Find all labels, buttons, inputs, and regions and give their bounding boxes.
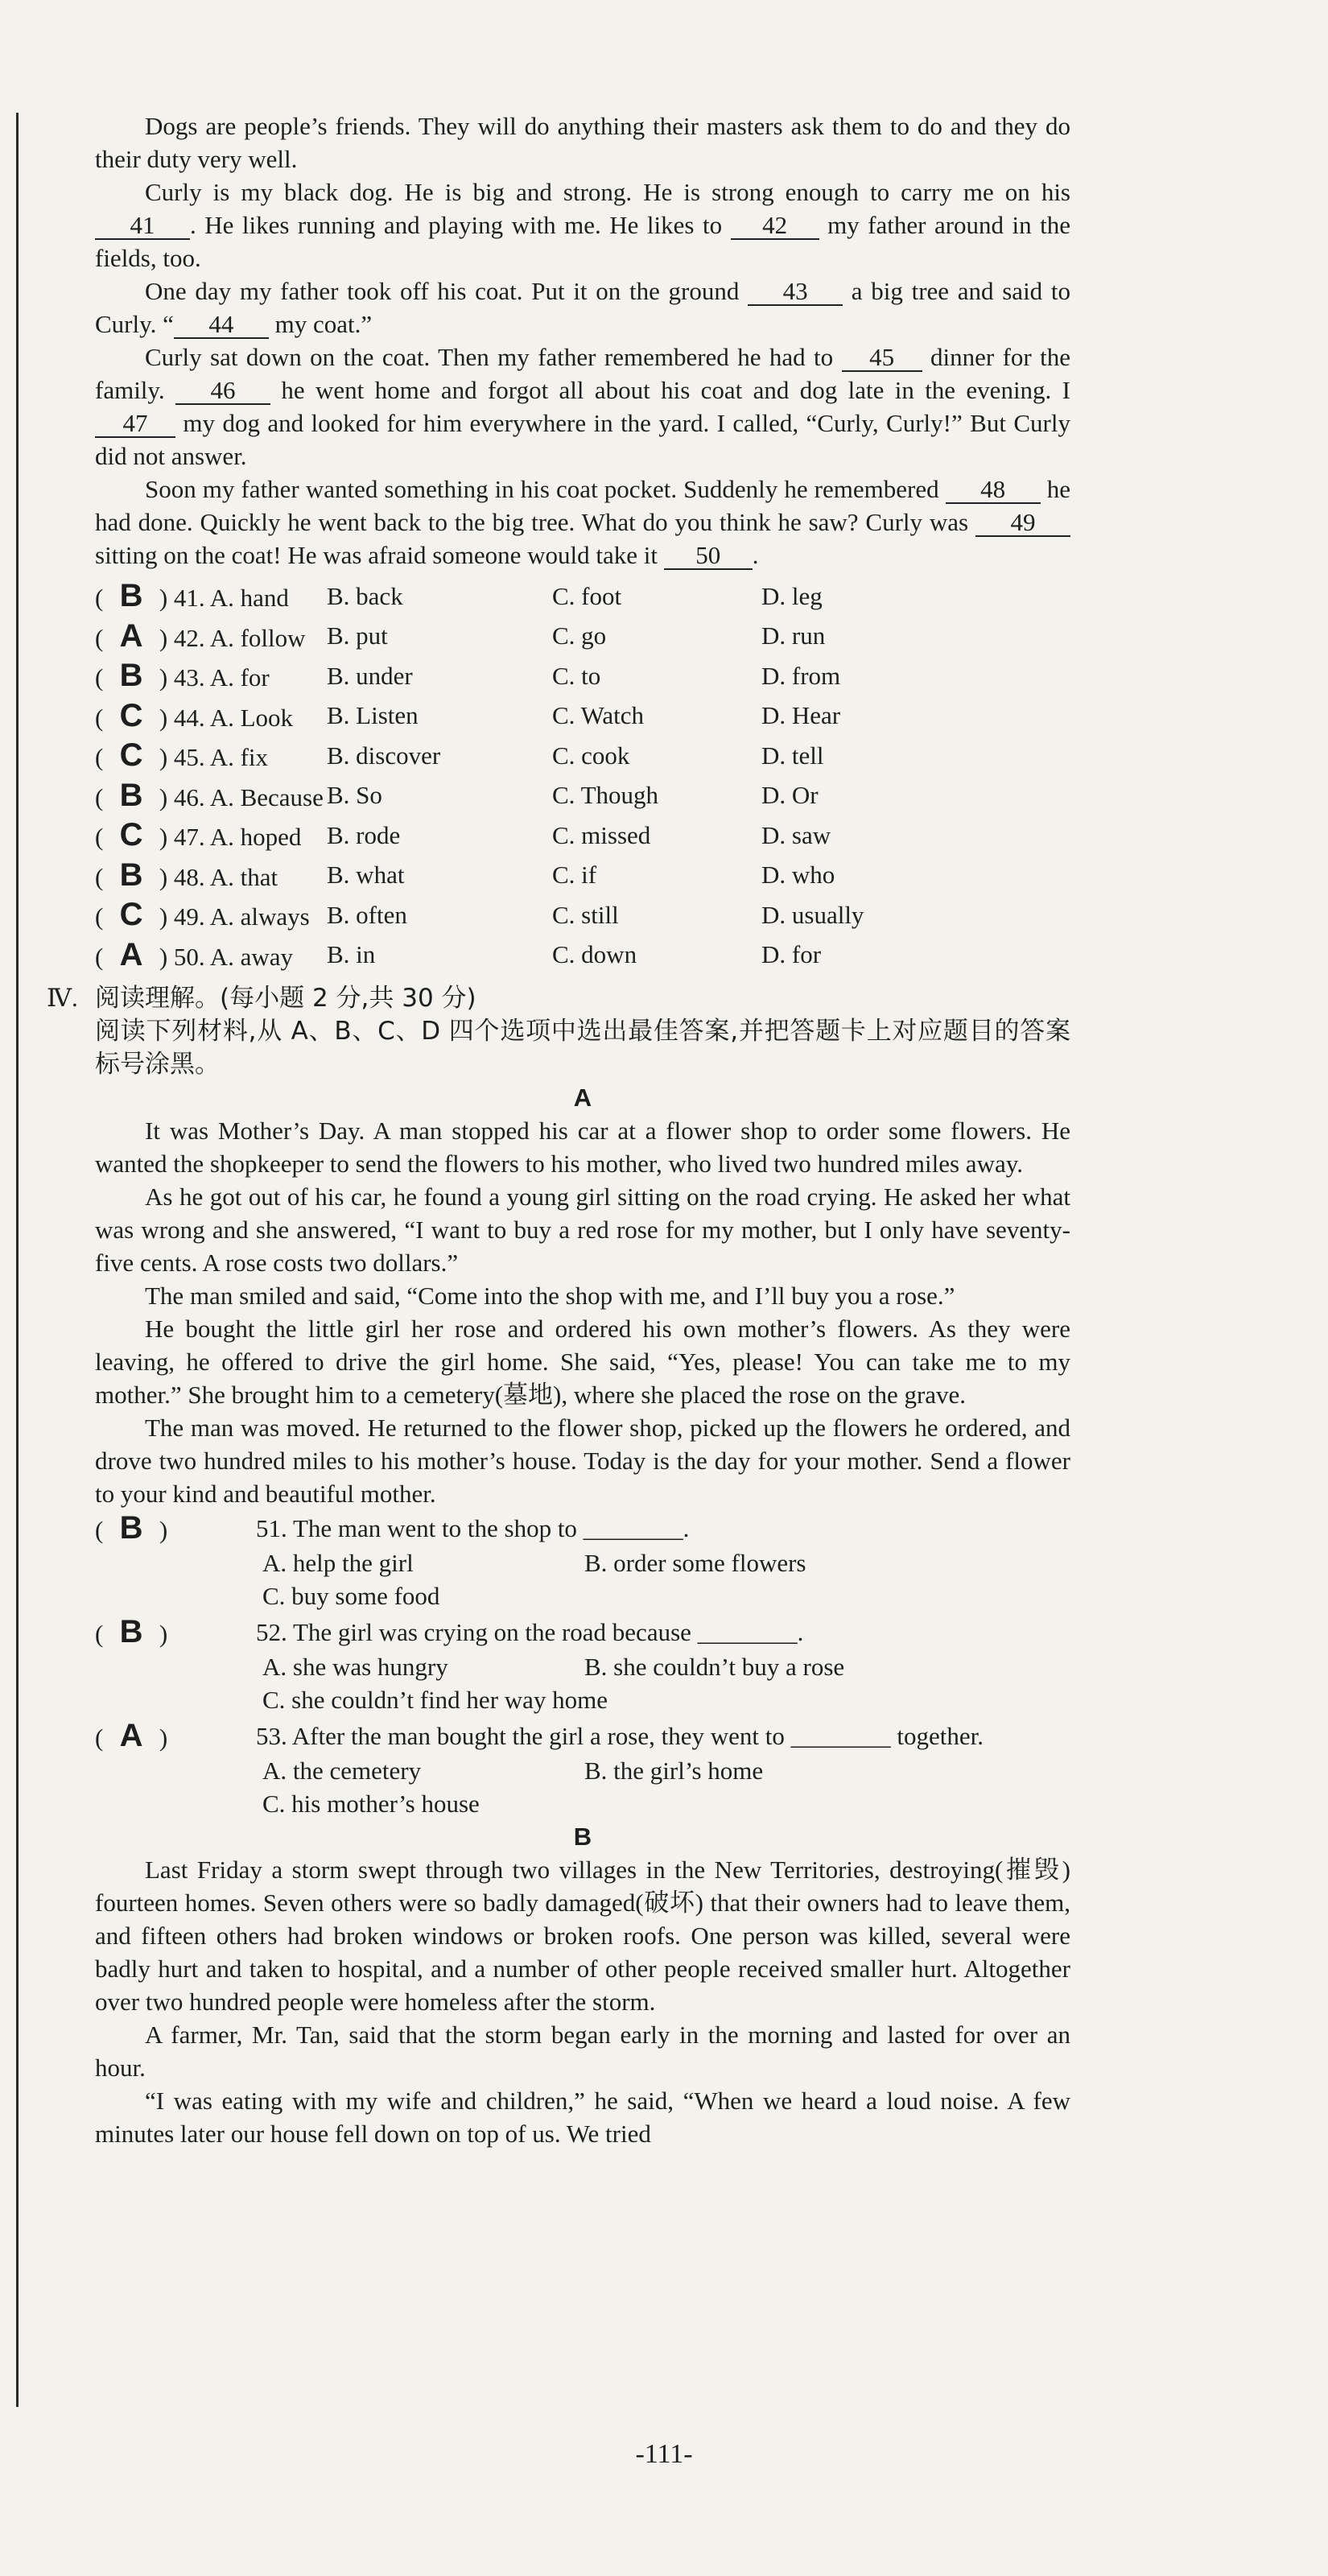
option-a: A. she was hungry [262, 1653, 448, 1681]
option-b: B. order some flowers [584, 1549, 806, 1577]
cloze-question-42: ( A ) 42. A. follow B. put C. go D. run [95, 617, 826, 654]
passage-a-paragraph-1: It was Mother’s Day. A man stopped his car at a flower shop to order some flowers. He wanted the shopkeeper to send the flowers to his mother, who lived two hundred miles away. [95, 1117, 1070, 1178]
answer-letter: A [119, 936, 143, 972]
option-b: B. the girl’s home [584, 1757, 764, 1785]
blank-43: 43 [748, 279, 843, 306]
question-stem: 53. After the man bought the girl a rose, they went to ________ together. [256, 1722, 984, 1750]
question-stem: 51. The man went to the shop to ________. [256, 1514, 690, 1542]
answer-letter: C [119, 697, 143, 733]
option-b: B. she couldn’t buy a rose [584, 1653, 845, 1681]
blank-50: 50 [664, 543, 753, 570]
blank-46: 46 [175, 378, 270, 405]
page-number: -111- [635, 2439, 693, 2469]
margin-rule [16, 113, 19, 2407]
cloze-question-41: ( B ) 41. A. hand B. back C. foot D. leg [95, 578, 823, 614]
cloze-paragraph-3: One day my father took off his coat. Put it on the ground 43 a big tree and said to Curly. “ 44 my coat.” [95, 277, 1071, 338]
question-52: ( B ) 52. The girl was crying on the road because ________. A. she was hungry B. she couldn’t buy a rose C. she couldn’t find her way home [95, 1616, 1070, 1716]
cloze-question-44: ( C ) 44. A. Look B. Listen C. Watch D. Hear [95, 697, 841, 733]
passage-a-paragraph-3: The man smiled and said, “Come into the shop with me, and I’ll buy you a rose.” [145, 1282, 955, 1310]
answer-letter: B [119, 857, 143, 893]
cloze-question-48: ( B ) 48. A. that B. what C. if D. who [95, 857, 835, 893]
answer-letter: A [119, 617, 143, 654]
blank-47: 47 [95, 411, 175, 438]
option-c: C. she couldn’t find her way home [262, 1686, 608, 1714]
cloze-paragraph-5: Soon my father wanted something in his coat pocket. Suddenly he remembered 48 he had done. Quickly he went back to the big tree. What do you think he saw? Curly was 49 sitting on the coat! He was afraid someone would take it 50 . [95, 475, 1070, 569]
option-c: C. buy some food [262, 1582, 440, 1610]
cloze-question-45: ( C ) 45. A. fix B. discover C. cook D. tell [95, 737, 824, 774]
cloze-question-50: ( A ) 50. A. away B. in C. down D. for [95, 936, 822, 972]
option-a: A. the cemetery [262, 1757, 422, 1785]
passage-a-paragraph-2: As he got out of his car, he found a young girl sitting on the road crying. He asked her what was wrong and she answered, “I want to buy a red rose for my mother, but I only have seventy-five cents. A rose costs two dollars.” [95, 1183, 1070, 1277]
question-51: ( B ) 51. The man went to the shop to ________. A. help the girl B. order some flowers C. buy some food [95, 1512, 1070, 1612]
cloze-question-43: ( B ) 43. A. for B. under C. to D. from [95, 658, 841, 694]
answer-letter: C [119, 897, 143, 933]
passage-b-paragraph-1: Last Friday a storm swept through two villages in the New Territories, destroying(摧毁) fourteen homes. Seven others were so badly damaged(破坏) that their owners had to leave them, and fifteen others had broken windows or broken roofs. One person was killed, several were badly hurt and taken to hospital, and a number of other people received smaller hurt. Altogether over two hundred people were homeless after the storm. [95, 1856, 1070, 2016]
cloze-question-list [95, 576, 1070, 975]
answer-letter: B [119, 1614, 143, 1649]
answer-letter: A [119, 1718, 143, 1753]
cloze-paragraph-4: Curly sat down on the coat. Then my father remembered he had to 45 dinner for the family. 46 he went home and forgot all about his coat and dog late in the evening. I 47 my dog and looked for him everywhere in the yard. I called, “Curly, Curly!” But Curly did not answer. [95, 343, 1070, 470]
option-c: C. his mother’s house [262, 1790, 480, 1818]
answer-letter: B [119, 777, 143, 813]
answer-letter: B [119, 1510, 143, 1546]
section-instruction: 阅读下列材料,从 A、B、C、D 四个选项中选出最佳答案,并把答题卡上对应题目的答案标号涂黑。 [95, 1017, 1070, 1079]
passage-a-paragraph-4: He bought the little girl her rose and ordered his own mother’s flowers. As they were leaving, he offered to drive the girl home. She said, “Yes, please! You can take me to my mother.” She brought him to a cemetery(墓地), where she placed the rose on the grave. [95, 1315, 1070, 1409]
section-heading [47, 981, 1070, 1015]
page-content [47, 109, 1071, 2150]
passage-b-label: B [573, 1823, 592, 1851]
answer-letter: B [119, 578, 143, 614]
answer-letter: B [119, 658, 143, 694]
answer-letter: C [119, 817, 143, 853]
cloze-paragraph-1: Dogs are people’s friends. They will do anything their masters ask them to do and they do their duty very well. [95, 112, 1070, 173]
section-title: 阅读理解。(每小题 2 分,共 30 分) [95, 984, 476, 1013]
blank-45: 45 [842, 345, 922, 372]
blank-42: 42 [731, 213, 819, 240]
question-53: ( A ) 53. After the man bought the girl a rose, they went to ________ together. A. the cemetery B. the girl’s home C. his mother’s house [95, 1719, 1070, 1820]
passage-b-paragraph-2: A farmer, Mr. Tan, said that the storm began early in the morning and lasted for over an hour. [95, 2021, 1070, 2082]
blank-41: 41 [95, 213, 190, 240]
blank-48: 48 [946, 477, 1041, 504]
option-a: A. help the girl [262, 1549, 414, 1577]
answer-letter: C [119, 737, 143, 774]
cloze-paragraph-2: Curly is my black dog. He is big and strong. He is strong enough to carry me on his 41 . He likes running and playing with me. He likes to 42 my father around in the fields, too. [95, 178, 1070, 272]
blank-49: 49 [975, 510, 1070, 537]
cloze-question-47: ( C ) 47. A. hoped B. rode C. missed D. saw [95, 817, 831, 853]
passage-a-paragraph-5: The man was moved. He returned to the flower shop, picked up the flowers he ordered, and drove two hundred miles to his mother’s house. Today is the day for your mother. Send a flower to your kind and beautiful mother. [95, 1414, 1070, 1508]
question-stem: 52. The girl was crying on the road because ________. [256, 1618, 804, 1646]
section-number: Ⅳ. [47, 984, 78, 1012]
passage-a-label: A [573, 1084, 592, 1112]
blank-44: 44 [174, 312, 269, 339]
passage-b-paragraph-3: “I was eating with my wife and children,” he said, “When we heard a loud noise. A few minutes later our house fell down on top of us. We tried [95, 2087, 1070, 2148]
cloze-question-49: ( C ) 49. A. always B. often C. still D. usually [95, 897, 864, 933]
cloze-question-46: ( B ) 46. A. Because B. So C. Though D. Or [95, 777, 819, 813]
